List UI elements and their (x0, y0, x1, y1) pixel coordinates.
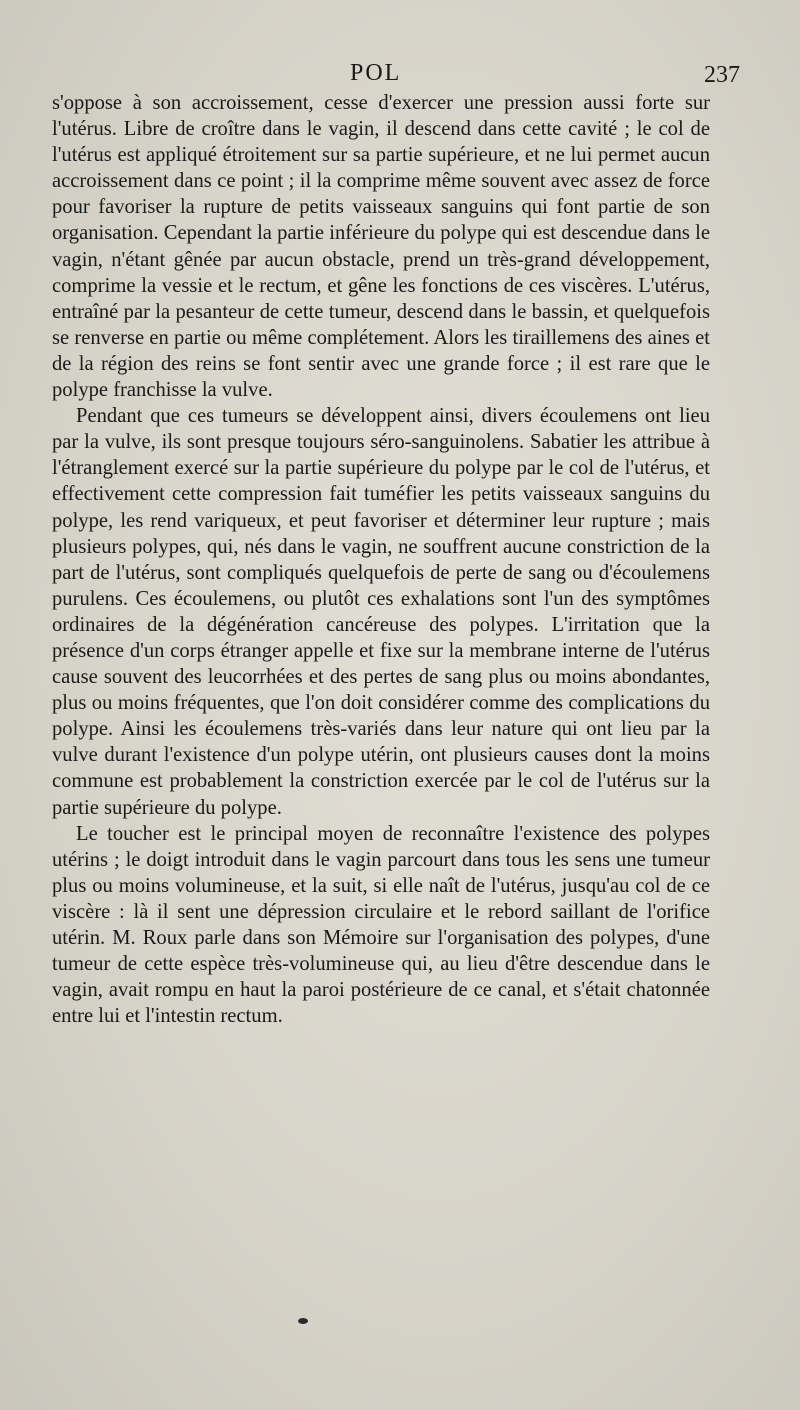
ink-speck (298, 1318, 308, 1324)
body-text (52, 90, 710, 1029)
paragraph: Le toucher est le principal moyen de reconnaître l'existence des polypes utérins ; le doigt introduit dans le vagin parcourt dans tous les sens une tumeur plus ou moins volumineuse, et la suit, si elle naît de l'utérus, jusqu'au col de ce viscère : là il sent une dépression circulaire et le rebord saillant de l'orifice utérin. M. Roux parle dans son Mémoire sur l'organisation des polypes, d'une tumeur de cette espèce très-volumineuse qui, au lieu d'être descendue dans le vagin, avait rompu en haut la paroi postérieure de ce canal, et s'était chatonnée entre lui et l'intestin rectum. (52, 822, 710, 1028)
paragraph: Pendant que ces tumeurs se développent ainsi, divers écoulemens ont lieu par la vulve, ils sont presque toujours séro-sanguinolens. Sabatier les attribue à l'étranglement exercé sur la partie supérieure du polype par le col de l'utérus, et effectivement cette compression fait tuméfier les petits vaisseaux sanguins du polype, les rend variqueux, et peut favoriser et déterminer leur rupture ; mais plusieurs polypes, qui, nés dans le vagin, ne souffrent aucune constriction de la part de l'utérus, sont compliqués quelquefois de perte de sang ou d'écoulemens purulens. Ces écoulemens, ou plutôt ces exhalations sont l'un des symptômes ordinaires de la dégénération cancéreuse des polypes. L'irritation que la présence d'un corps étranger appelle et fixe sur la membrane interne de l'utérus cause souvent des leucorrhées et des pertes de sang plus ou moins abondantes, plus ou moins fréquentes, que l'on doit considérer comme des complications du polype. Ainsi les écoulemens très-variés dans leur nature qui ont lieu par la vulve durant l'existence d'un polype utérin, ont plusieurs causes dont la moins commune est probablement la constriction exercée par le col de l'utérus sur la partie supérieure du polype. (52, 405, 710, 819)
paragraph-continued: s'oppose à son accroissement, cesse d'exercer une pression aussi forte sur l'utérus. Libre de croître dans le vagin, il descend dans cette cavité ; le col de l'utérus est appliqué étroitement sur sa partie supérieure, et ne lui permet aucun accroissement dans ce point ; il la comprime même souvent avec assez de force pour favoriser la rupture de petits vaisseaux sanguins qui font partie de son organisation. Cependant la partie inférieure du polype qui est descendue dans le vagin, n'étant gênée par aucun obstacle, prend un très-grand développement, comprime la vessie et le rectum, et gêne les fonctions de ces viscères. L'utérus, entraîné par la pesanteur de cette tumeur, descend dans le bassin, et quelquefois se renverse en partie ou même complétement. Alors les tiraillemens des aines et de la région des reins se font sentir avec une grande force ; il est rare que le polype franchisse la vulve. (52, 92, 710, 402)
running-title: POL (350, 60, 402, 86)
page-number: 237 (704, 62, 740, 88)
